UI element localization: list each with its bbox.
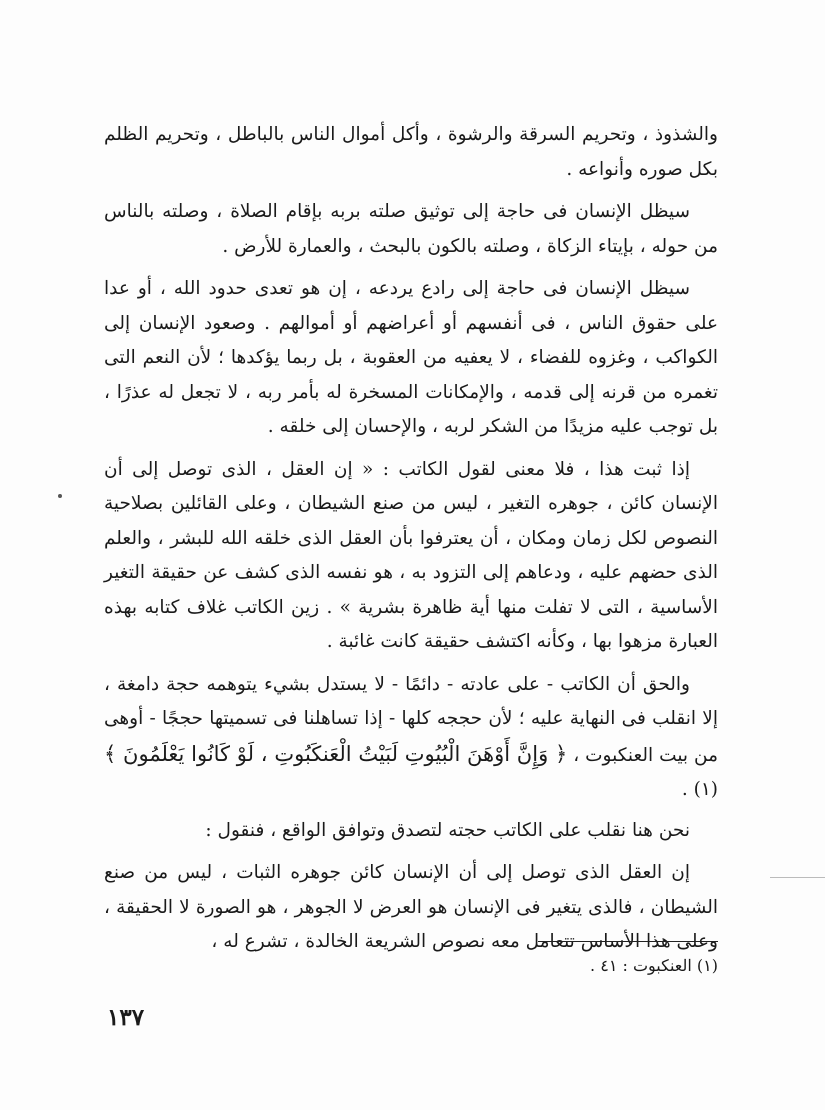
paragraph-4: إذا ثبت هذا ، فلا معنى لقول الكاتب : « إن العقل ، الذى توصل إلى أن الإنسان كائن ، جوهره التغير ، ليس من صنع الشيطان ، وعلى القائلين بصلاحية النصوص لكل زمان ومكان ، أن يعترفوا بأن العقل الذى خلقه الله للبشر ، والعلم الذى حضهم عليه ، ودعاهم إلى التزود به ، هو نفسه الذى كشف عن حقيقة التغير الأساسية ، التى لا تفلت منها أية ظاهرة بشرية » . زين الكاتب غلاف كتابه بهذه العبارة مزهوا بها ، وكأنه اكتشف حقيقة كانت غائبة .: [104, 458, 718, 652]
margin-speck: [58, 494, 62, 498]
margin-mark: [770, 877, 825, 878]
body-text: [104, 118, 718, 968]
paragraph-3: سيظل الإنسان فى حاجة إلى رادع يردعه ، إن هو تعدى حدود الله ، أو عدا على حقوق الناس ، فى أنفسهم أو أعراضهم أو أموالهم . وصعود الإنسان إلى الكواكب ، وغزوه للفضاء ، لا يعفيه من العقوبة ، بل ربما يؤكدها ؛ لأن النعم التى تغمره من قرنه إلى قدمه ، والإمكانات المسخرة له بأمر ربه ، لا تجعل له عذرًا ، بل توجب عليه مزيدًا من الشكر لربه ، والإحسان إلى خلقه .: [104, 278, 718, 437]
paragraph-7: إن العقل الذى توصل إلى أن الإنسان كائن جوهره الثبات ، ليس من صنع الشيطان ، فالذى يتغير فى الإنسان هو العرض لا الجوهر ، هو الصورة لا الحقيقة ، وعلى هذا الأساس تتعامل معه نصوص الشريعة الخالدة ، تشرع له ،: [104, 862, 718, 952]
paragraph-1: والشذوذ ، وتحريم السرقة والرشوة ، وأكل أموال الناس بالباطل ، وتحريم الظلم بكل صوره وأنواعه .: [104, 124, 718, 180]
footnote-reference: (١) .: [681, 779, 718, 800]
footnote: (١) العنكبوت : ٤١ .: [590, 956, 718, 975]
paragraph-2: سيظل الإنسان فى حاجة إلى توثيق صلته بربه بإقام الصلاة ، وصلته بالناس من حوله ، بإيتاء الزكاة ، وصلته بالكون بالبحث ، والعمارة للأرض .: [104, 201, 718, 257]
quran-verse: ﴿ وَإِنَّ أَوْهَنَ الْبُيُوتِ لَبَيْتُ الْعَنكَبُوتِ ، لَوْ كَانُوا يَعْلَمُونَ ﴾: [104, 741, 568, 766]
paragraph-6: نحن هنا نقلب على الكاتب حجته لتصدق وتوافق الواقع ، فنقول :: [205, 819, 690, 841]
paragraph-5-text: والحق أن الكاتب - على عادته - دائمًا - لا يستدل بشيء يتوهمه حجة دامغة ، إلا انقلب فى النهاية عليه ؛ لأن حججه كلها - إذا تساهلنا فى تسميتها حججًا - أوهى من بيت العنكبوت ،: [104, 673, 718, 766]
page-number: ١٣٧: [107, 1004, 145, 1031]
footnote-divider: [538, 941, 718, 942]
paragraph-5: [104, 668, 718, 808]
